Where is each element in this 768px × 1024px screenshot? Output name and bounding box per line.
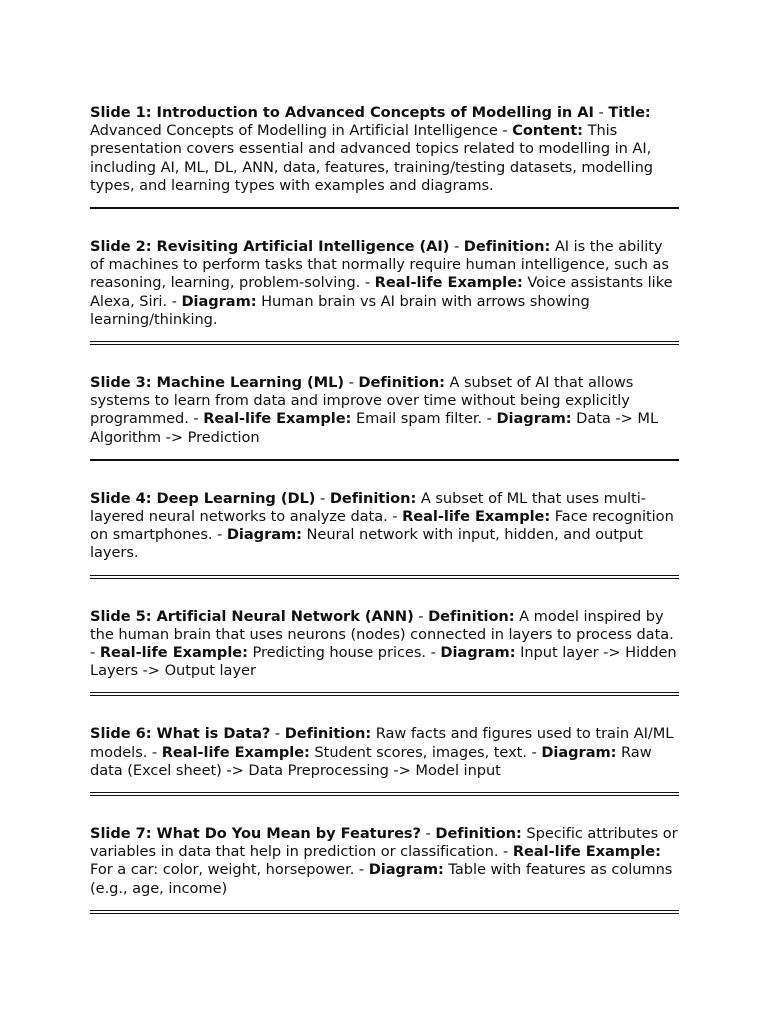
slide-3-paragraph <box>90 374 679 447</box>
slide-5-definition-label: Definition: <box>428 607 515 625</box>
slide-5-example-label: Real-life Example: <box>99 644 248 662</box>
slide-3-example-text: Email spam filter. - <box>351 410 497 428</box>
slide-2-example-text: Voice assistants like Alexa, Siri. - <box>90 274 673 310</box>
slide-7-example-text: For a car: color, weight, horsepower. - <box>90 861 369 879</box>
slide-5-paragraph <box>90 608 679 681</box>
slide-4-paragraph <box>90 490 679 563</box>
slide-1-paragraph <box>90 104 679 195</box>
slide-7-separator: - <box>420 825 436 843</box>
slide-5-example-text: Predicting house prices. - <box>247 644 441 662</box>
slide-1-heading: Slide 1: Introduction to Advanced Concepts of Modelling in AI <box>90 104 594 121</box>
slide-4-diagram-label: Diagram: <box>226 526 302 544</box>
slide-2-separator: - <box>449 238 464 256</box>
slide-6-example-text: Student scores, images, text. - <box>309 743 542 761</box>
slide-4-separator: - <box>315 489 330 507</box>
slide-2-definition-text: AI is the ability of machines to perform tasks that normally require human intelligence, such as reasoning, learning, problem-solving. - <box>90 238 669 292</box>
slide-7-example-label: Real-life Example: <box>512 843 661 861</box>
slide-4-heading: Slide 4: Deep Learning (DL) <box>90 489 316 507</box>
slide-2-example-label: Real-life Example: <box>374 274 523 292</box>
slide-4-block <box>90 490 679 579</box>
slide-2-block <box>90 238 679 345</box>
slide-7-diagram-text: Table with features as columns (e.g., age, income) <box>90 861 673 897</box>
slide-4-diagram-text: Neural network with input, hidden, and output layers. <box>90 526 643 562</box>
slide-2-diagram-text: Human brain vs AI brain with arrows showing learning/thinking. <box>90 292 590 328</box>
slide-list <box>90 104 679 914</box>
slide-3-block <box>90 374 679 461</box>
slide-7-diagram-label: Diagram: <box>368 861 444 879</box>
slide-7-divider <box>90 910 679 914</box>
slide-3-diagram-text: Data -> ML Algorithm -> Prediction <box>90 410 659 446</box>
slide-6-diagram-text: Raw data (Excel sheet) -> Data Preprocessing -> Model input <box>90 743 652 779</box>
slide-6-diagram-label: Diagram: <box>541 743 617 761</box>
slide-1-title-label: Title: <box>608 104 651 121</box>
slide-4-definition-text: A subset of ML that uses multi-layered neural networks to analyze data. - <box>90 489 646 526</box>
slide-2-diagram-label: Diagram: <box>181 292 257 310</box>
slide-3-separator: - <box>344 374 359 392</box>
slide-3-example-label: Real-life Example: <box>203 410 352 428</box>
slide-2-paragraph <box>90 238 679 329</box>
slide-5-diagram-text: Input layer -> Hidden Layers -> Output layer <box>90 644 677 680</box>
slide-6-example-label: Real-life Example: <box>161 743 310 761</box>
slide-6-paragraph <box>90 725 679 780</box>
slide-7-definition-text: Specific attributes or variables in data that help in prediction or classification. - <box>90 825 678 861</box>
slide-5-heading: Slide 5: Artificial Neural Network (ANN) <box>90 607 414 625</box>
slide-7-heading: Slide 7: What Do You Mean by Features? <box>90 825 421 843</box>
slide-3-heading: Slide 3: Machine Learning (ML) <box>90 374 345 392</box>
slide-6-block <box>90 725 679 796</box>
slide-5-separator: - <box>413 607 429 625</box>
slide-6-separator: - <box>270 725 285 743</box>
slide-5-diagram-label: Diagram: <box>440 644 516 662</box>
slide-7-definition-label: Definition: <box>435 825 522 843</box>
slide-1-content-text: This presentation covers essential and advanced topics related to modelling in AI, including AI, ML, DL, ANN, data, features, training/testing datasets, modelling types, and learning types with examples and diagrams. <box>90 122 653 194</box>
slide-1-content-label: Content: <box>512 122 583 140</box>
slide-7-block <box>90 825 679 914</box>
slide-7-paragraph <box>90 825 679 898</box>
slide-5-definition-text: A model inspired by the human brain that uses neurons (nodes) connected in layers to process data. - <box>90 607 674 662</box>
slide-1-title-text: Advanced Concepts of Modelling in Artificial Intelligence - <box>90 122 513 140</box>
slide-4-definition-label: Definition: <box>329 489 417 507</box>
slide-6-definition-text: Raw facts and figures used to train AI/ML models. - <box>90 725 674 761</box>
slide-6-heading: Slide 6: What is Data? <box>90 725 271 743</box>
slide-1-separator: - <box>593 104 609 121</box>
slide-2-heading: Slide 2: Revisiting Artificial Intelligence (AI) <box>90 238 450 256</box>
slide-4-example-text: Face recognition on smartphones. - <box>90 508 674 544</box>
slide-3-definition-text: A subset of AI that allows systems to learn from data and improve over time without being explicitly programmed. - <box>90 374 634 428</box>
slide-5-block <box>90 608 679 697</box>
slide-4-example-label: Real-life Example: <box>402 508 551 526</box>
slide-3-definition-label: Definition: <box>358 374 445 392</box>
slide-6-definition-label: Definition: <box>284 725 372 743</box>
slide-1-block <box>90 104 679 209</box>
slide-3-diagram-label: Diagram: <box>496 410 572 428</box>
slide-2-definition-label: Definition: <box>463 238 551 256</box>
